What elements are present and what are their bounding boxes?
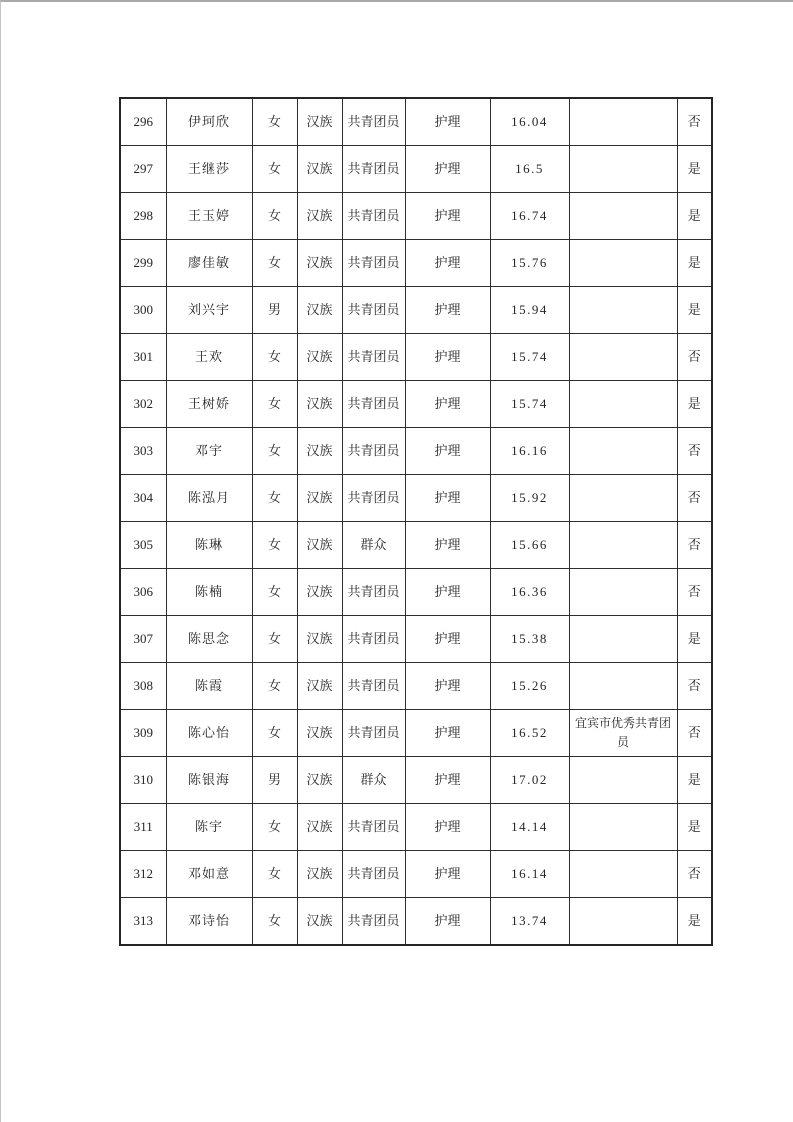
cell-major: 护理 <box>405 287 490 334</box>
cell-gender: 女 <box>252 98 297 146</box>
cell-ethnic: 汉族 <box>297 193 342 240</box>
cell-major: 护理 <box>405 240 490 287</box>
cell-ethnic: 汉族 <box>297 98 342 146</box>
cell-no: 307 <box>120 616 166 663</box>
cell-note <box>569 898 677 946</box>
cell-score: 15.74 <box>490 381 569 428</box>
cell-major: 护理 <box>405 663 490 710</box>
cell-note <box>569 287 677 334</box>
table-row <box>120 663 712 710</box>
cell-no: 311 <box>120 804 166 851</box>
cell-gender: 女 <box>252 475 297 522</box>
cell-gender: 女 <box>252 616 297 663</box>
cell-no: 306 <box>120 569 166 616</box>
table-row <box>120 428 712 475</box>
cell-flag: 否 <box>677 98 712 146</box>
cell-major: 护理 <box>405 146 490 193</box>
cell-note <box>569 663 677 710</box>
table-row <box>120 851 712 898</box>
cell-political: 共青团员 <box>342 851 405 898</box>
cell-flag: 否 <box>677 851 712 898</box>
table-row <box>120 240 712 287</box>
cell-major: 护理 <box>405 710 490 757</box>
cell-flag: 是 <box>677 898 712 946</box>
cell-gender: 女 <box>252 804 297 851</box>
cell-major: 护理 <box>405 334 490 381</box>
cell-major: 护理 <box>405 428 490 475</box>
cell-ethnic: 汉族 <box>297 334 342 381</box>
cell-flag: 否 <box>677 475 712 522</box>
cell-score: 15.26 <box>490 663 569 710</box>
cell-gender: 女 <box>252 428 297 475</box>
table-row <box>120 475 712 522</box>
cell-flag: 是 <box>677 757 712 804</box>
cell-note <box>569 98 677 146</box>
cell-score: 16.36 <box>490 569 569 616</box>
cell-score: 16.5 <box>490 146 569 193</box>
cell-major: 护理 <box>405 616 490 663</box>
cell-name: 刘兴宇 <box>166 287 252 334</box>
cell-gender: 女 <box>252 663 297 710</box>
table-row <box>120 522 712 569</box>
cell-gender: 女 <box>252 569 297 616</box>
cell-no: 296 <box>120 98 166 146</box>
cell-score: 15.66 <box>490 522 569 569</box>
cell-ethnic: 汉族 <box>297 475 342 522</box>
cell-note <box>569 522 677 569</box>
roster-table-body <box>120 98 712 945</box>
cell-no: 310 <box>120 757 166 804</box>
table-row <box>120 710 712 757</box>
cell-major: 护理 <box>405 381 490 428</box>
cell-ethnic: 汉族 <box>297 757 342 804</box>
cell-note <box>569 804 677 851</box>
cell-ethnic: 汉族 <box>297 710 342 757</box>
cell-flag: 是 <box>677 804 712 851</box>
cell-political: 共青团员 <box>342 898 405 946</box>
cell-no: 309 <box>120 710 166 757</box>
cell-major: 护理 <box>405 193 490 240</box>
cell-flag: 是 <box>677 616 712 663</box>
cell-no: 300 <box>120 287 166 334</box>
cell-major: 护理 <box>405 475 490 522</box>
cell-ethnic: 汉族 <box>297 898 342 946</box>
cell-note <box>569 240 677 287</box>
cell-flag: 是 <box>677 381 712 428</box>
table-row <box>120 616 712 663</box>
cell-name: 陈宇 <box>166 804 252 851</box>
cell-no: 302 <box>120 381 166 428</box>
cell-name: 邓诗怡 <box>166 898 252 946</box>
table-row <box>120 804 712 851</box>
cell-gender: 女 <box>252 240 297 287</box>
cell-score: 16.04 <box>490 98 569 146</box>
cell-gender: 女 <box>252 146 297 193</box>
cell-no: 305 <box>120 522 166 569</box>
cell-note: 宜宾市优秀共青团员 <box>569 710 677 757</box>
cell-flag: 否 <box>677 334 712 381</box>
cell-flag: 否 <box>677 569 712 616</box>
cell-flag: 是 <box>677 240 712 287</box>
cell-political: 共青团员 <box>342 569 405 616</box>
table-row <box>120 334 712 381</box>
cell-score: 16.14 <box>490 851 569 898</box>
cell-political: 共青团员 <box>342 710 405 757</box>
cell-ethnic: 汉族 <box>297 240 342 287</box>
cell-name: 陈心怡 <box>166 710 252 757</box>
cell-name: 伊珂欣 <box>166 98 252 146</box>
cell-gender: 女 <box>252 522 297 569</box>
cell-major: 护理 <box>405 898 490 946</box>
cell-political: 共青团员 <box>342 663 405 710</box>
table-row <box>120 898 712 946</box>
cell-no: 301 <box>120 334 166 381</box>
cell-score: 15.76 <box>490 240 569 287</box>
cell-note <box>569 757 677 804</box>
cell-note <box>569 146 677 193</box>
cell-no: 299 <box>120 240 166 287</box>
cell-name: 廖佳敏 <box>166 240 252 287</box>
table-row <box>120 381 712 428</box>
cell-political: 群众 <box>342 522 405 569</box>
cell-political: 共青团员 <box>342 146 405 193</box>
cell-major: 护理 <box>405 757 490 804</box>
cell-name: 王欢 <box>166 334 252 381</box>
cell-note <box>569 428 677 475</box>
cell-note <box>569 193 677 240</box>
cell-no: 303 <box>120 428 166 475</box>
table-row <box>120 287 712 334</box>
cell-note <box>569 381 677 428</box>
cell-gender: 女 <box>252 334 297 381</box>
cell-score: 15.74 <box>490 334 569 381</box>
cell-ethnic: 汉族 <box>297 804 342 851</box>
cell-ethnic: 汉族 <box>297 569 342 616</box>
cell-political: 共青团员 <box>342 287 405 334</box>
roster-table <box>119 97 713 946</box>
cell-note <box>569 334 677 381</box>
cell-ethnic: 汉族 <box>297 522 342 569</box>
cell-major: 护理 <box>405 804 490 851</box>
cell-ethnic: 汉族 <box>297 616 342 663</box>
cell-name: 王玉婷 <box>166 193 252 240</box>
cell-score: 14.14 <box>490 804 569 851</box>
cell-note <box>569 569 677 616</box>
cell-score: 16.52 <box>490 710 569 757</box>
cell-major: 护理 <box>405 522 490 569</box>
cell-major: 护理 <box>405 851 490 898</box>
cell-flag: 是 <box>677 287 712 334</box>
cell-note <box>569 851 677 898</box>
cell-political: 共青团员 <box>342 334 405 381</box>
cell-political: 共青团员 <box>342 428 405 475</box>
cell-gender: 女 <box>252 193 297 240</box>
cell-no: 304 <box>120 475 166 522</box>
table-row <box>120 193 712 240</box>
cell-flag: 是 <box>677 193 712 240</box>
table-row <box>120 569 712 616</box>
cell-gender: 女 <box>252 710 297 757</box>
cell-score: 17.02 <box>490 757 569 804</box>
cell-name: 陈楠 <box>166 569 252 616</box>
cell-gender: 女 <box>252 898 297 946</box>
cell-name: 邓如意 <box>166 851 252 898</box>
cell-major: 护理 <box>405 98 490 146</box>
cell-name: 陈银海 <box>166 757 252 804</box>
cell-major: 护理 <box>405 569 490 616</box>
cell-ethnic: 汉族 <box>297 381 342 428</box>
cell-flag: 否 <box>677 428 712 475</box>
table-row <box>120 146 712 193</box>
cell-political: 共青团员 <box>342 98 405 146</box>
cell-name: 陈泓月 <box>166 475 252 522</box>
cell-name: 王树娇 <box>166 381 252 428</box>
table-row <box>120 757 712 804</box>
cell-gender: 男 <box>252 757 297 804</box>
cell-score: 15.92 <box>490 475 569 522</box>
cell-name: 王继莎 <box>166 146 252 193</box>
cell-name: 陈思念 <box>166 616 252 663</box>
cell-political: 共青团员 <box>342 193 405 240</box>
table-row <box>120 98 712 146</box>
cell-ethnic: 汉族 <box>297 287 342 334</box>
cell-political: 共青团员 <box>342 381 405 428</box>
cell-gender: 女 <box>252 851 297 898</box>
cell-ethnic: 汉族 <box>297 663 342 710</box>
cell-political: 共青团员 <box>342 240 405 287</box>
cell-no: 313 <box>120 898 166 946</box>
cell-no: 312 <box>120 851 166 898</box>
cell-political: 共青团员 <box>342 616 405 663</box>
cell-ethnic: 汉族 <box>297 851 342 898</box>
cell-score: 13.74 <box>490 898 569 946</box>
cell-note <box>569 616 677 663</box>
cell-gender: 女 <box>252 381 297 428</box>
cell-no: 298 <box>120 193 166 240</box>
cell-flag: 否 <box>677 710 712 757</box>
cell-no: 308 <box>120 663 166 710</box>
cell-score: 16.16 <box>490 428 569 475</box>
cell-note <box>569 475 677 522</box>
cell-ethnic: 汉族 <box>297 428 342 475</box>
cell-name: 邓宇 <box>166 428 252 475</box>
cell-flag: 否 <box>677 663 712 710</box>
cell-political: 共青团员 <box>342 475 405 522</box>
cell-political: 共青团员 <box>342 804 405 851</box>
cell-gender: 男 <box>252 287 297 334</box>
cell-no: 297 <box>120 146 166 193</box>
cell-flag: 是 <box>677 146 712 193</box>
cell-flag: 否 <box>677 522 712 569</box>
cell-name: 陈琳 <box>166 522 252 569</box>
cell-ethnic: 汉族 <box>297 146 342 193</box>
cell-score: 15.94 <box>490 287 569 334</box>
cell-name: 陈霞 <box>166 663 252 710</box>
cell-political: 群众 <box>342 757 405 804</box>
cell-score: 16.74 <box>490 193 569 240</box>
cell-score: 15.38 <box>490 616 569 663</box>
